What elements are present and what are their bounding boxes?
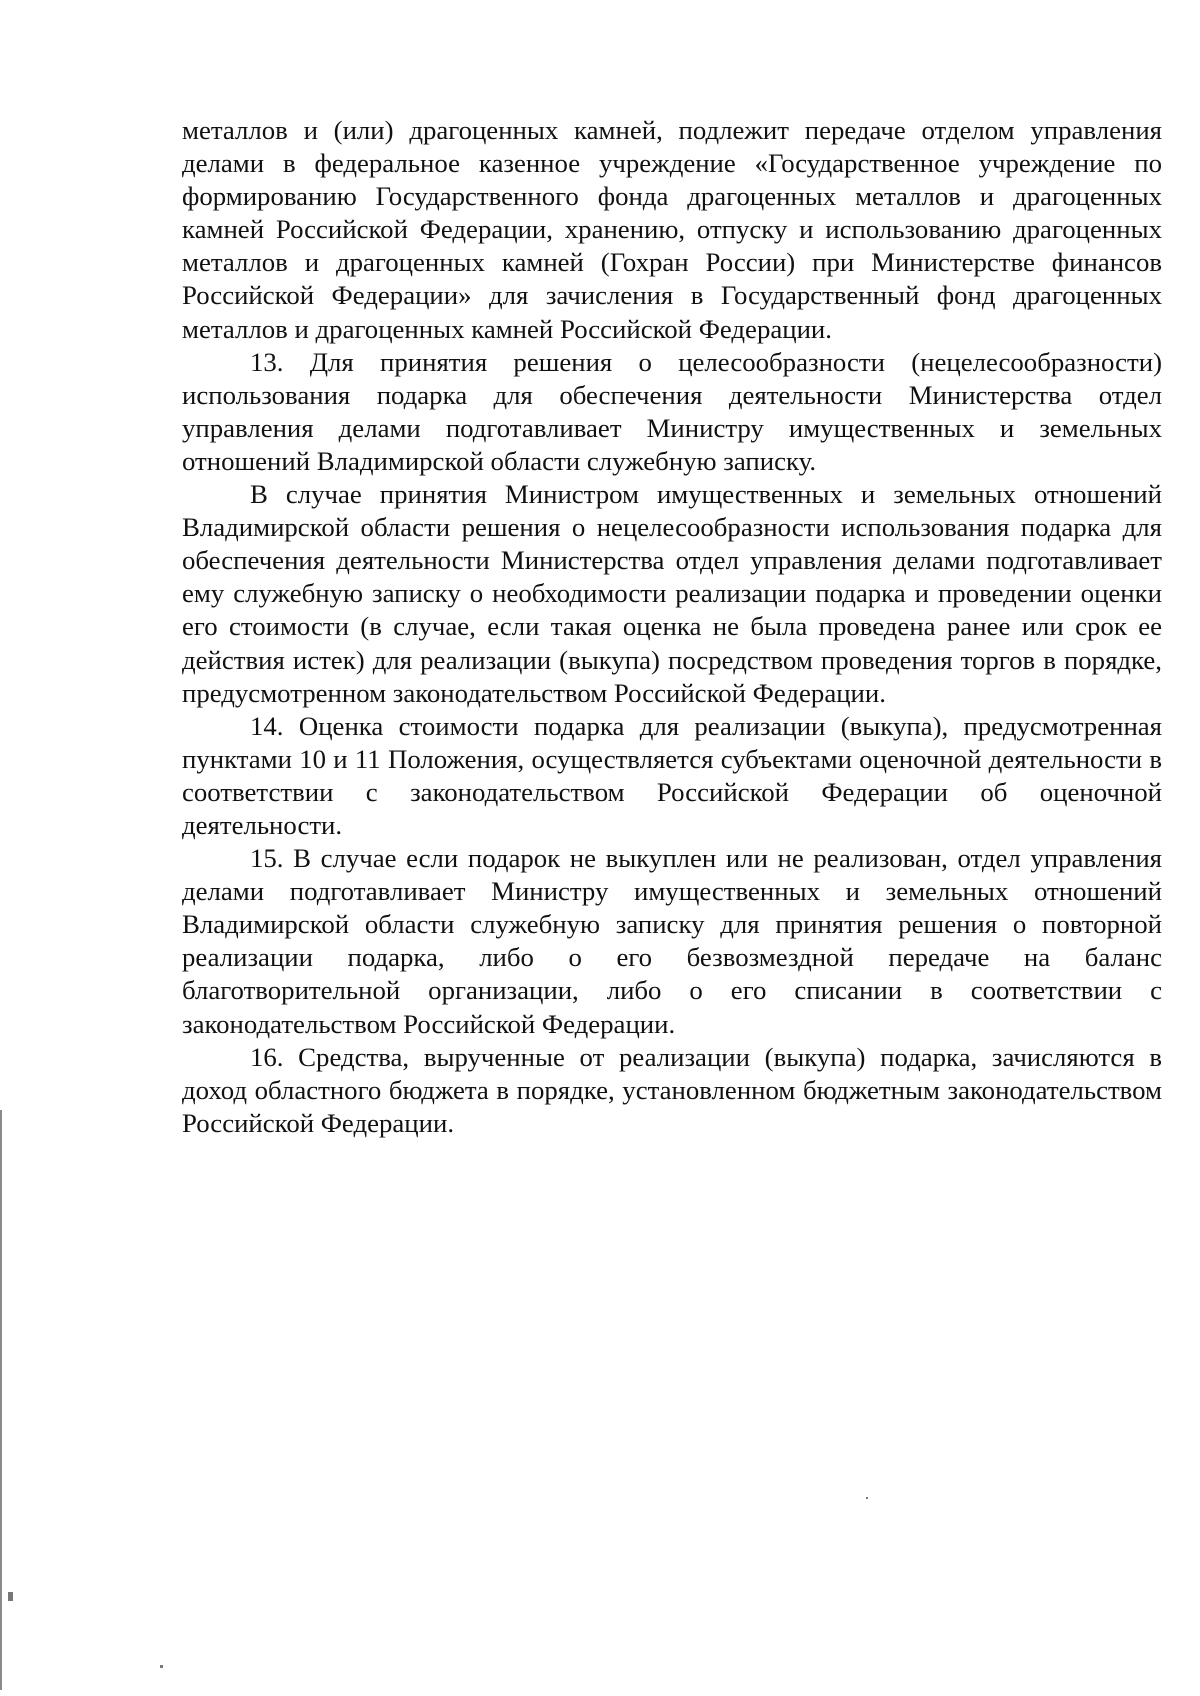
paragraph-14: 14. Оценка стоимости подарка для реализации (выкупа), предусмотренная пунктами 10 и 11 Положения, осуществляется субъектами оценочной деятельности в соответствии с законодательством Российской Федерации об оценочной деятельности. (182, 710, 1162, 840)
scan-speck (8, 1592, 13, 1601)
paragraph-16: 16. Средства, вырученные от реализации (выкупа) подарка, зачисляются в доход областного бюджета в порядке, установленном бюджетным законодательством Российской Федерации. (182, 1041, 1162, 1138)
paragraph-continuation: металлов и (или) драгоценных камней, подлежит передаче отделом управления делами в федеральное казенное учреждение «Государственное учреждение по формированию Государственного фонда драгоценных металлов и драгоценных камней Российской Федерации, хранению, отпуску и использованию драгоценных металлов и драгоценных камней (Гохран России) при Министерстве финансов Российской Федерации» для зачисления в Государственный фонд драгоценных металлов и драгоценных камней Российской Федерации. (182, 115, 1162, 344)
paragraph-13-continued: В случае принятия Министром имущественных и земельных отношений Владимирской области решения о нецелесообразности использования подарка для обеспечения деятельности Министерства отдел управления делами подготавливает ему служебную записку о необходимости реализации подарка и проведении оценки его стоимости (в случае, если такая оценка не была проведена ранее или срок ее действия истек) для реализации (выкупа) посредством проведения торгов в порядке, предусмотренном законодательством Российской Федерации. (182, 479, 1162, 708)
scan-speck (160, 1665, 163, 1668)
scan-edge-line (0, 1110, 2, 1690)
paragraph-13: 13. Для принятия решения о целесообразности (нецелесообразности) использования подарка для обеспечения деятельности Министерства отдел управления делами подготавливает Министру имущественных и земельных отношений Владимирской области служебную записку. (182, 346, 1162, 476)
document-body (182, 114, 1162, 1140)
scan-speck (866, 1497, 868, 1499)
paragraph-15: 15. В случае если подарок не выкуплен или не реализован, отдел управления делами подготавливает Министру имущественных и земельных отношений Владимирской области служебную записку для принятия решения о повторной реализации подарка, либо о его безвозмездной передаче на баланс благотворительной организации, либо о его списании в соответствии с законодательством Российской Федерации. (182, 843, 1162, 1039)
